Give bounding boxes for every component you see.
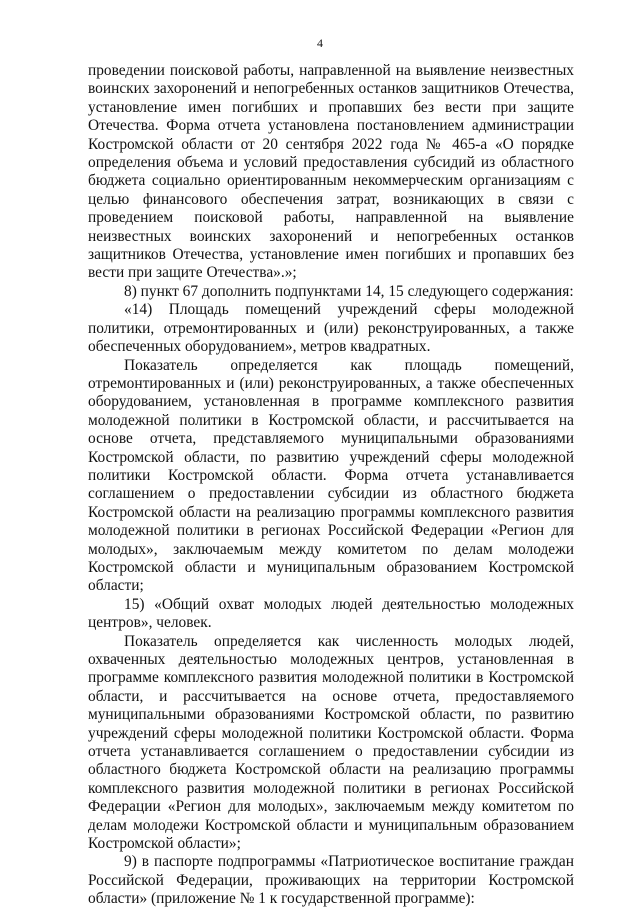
paragraph-subitem-14: «14) Площадь помещений учреждений сферы молодежной политики, отремонтированных и (или) реконструированных, а также обеспеченных оборудованием», метров квадратных. [88,301,574,356]
document-body [88,62,574,909]
paragraph-indicator-14-description: Показатель определяется как площадь помещений, отремонтированных и (или) реконструированных, а также обеспеченных оборудованием, установленная в программе комплексного развития молодежной политики в Костромской области, и рассчитывается на основе отчета, представляемого муниципальными образованиями Костромской области, по развитию учреждений сферы молодежной политики Костромской области. Форма отчета устанавливается соглашением о предоставлении субсидии из областного бюджета Костромской области на реализацию программы комплексного развития молодежной политики в регионах Российской Федерации «Регион для молодых», заключаемым между комитетом по делам молодежи Костромской области и муниципальным образованием Костромской области; [88,356,574,595]
paragraph-indicator-15-description: Показатель определяется как численность молодых людей, охваченных деятельностью молодежных центров, установленная в программе комплексного развития молодежной политики в Костромской области, и рассчитывается на основе отчета, предоставляемого муниципальными образованиями Костромской области, по развитию учреждений сферы молодежной политики Костромской области. Форма отчета устанавливается соглашением о предоставлении субсидии из областного бюджета Костромской области на реализацию программы комплексного развития молодежной политики в регионах Российской Федерации «Регион для молодых», заключаемым между комитетом по делам молодежи Костромской области и муниципальным образованием Костромской области»; [88,632,574,853]
page-number: 4 [317,36,323,50]
paragraph-item-8: 8) пункт 67 дополнить подпунктами 14, 15 следующего содержания: [124,282,574,300]
paragraph-item-9: 9) в паспорте подпрограммы «Патриотическое воспитание граждан Российской Федерации, проживающих на территории Костромской области» (приложение № 1 к государственной программе): [88,853,574,908]
paragraph-subitem-15: 15) «Общий охват молодых людей деятельностью молодежных центров», человек. [88,595,574,632]
paragraph-continuation: проведении поисковой работы, направленной на выявление неизвестных воинских захоронений и непогребенных останков защитников Отечества, установление имен погибших и пропавших без вести при защите Отечества. Форма отчета установлена постановлением администрации Костромской области от 20 сентября 2022 года № 465-а «О порядке определения объема и условий предоставления субсидий из областного бюджета социально ориентированным некоммерческим организациям с целью финансового обеспечения затрат, возникающих в связи с проведением поисковой работы, направленной на выявление неизвестных воинских захоронений и непогребенных останков защитников Отечества, установление имен погибших и пропавших без вести при защите Отечества».»; [88,62,574,282]
